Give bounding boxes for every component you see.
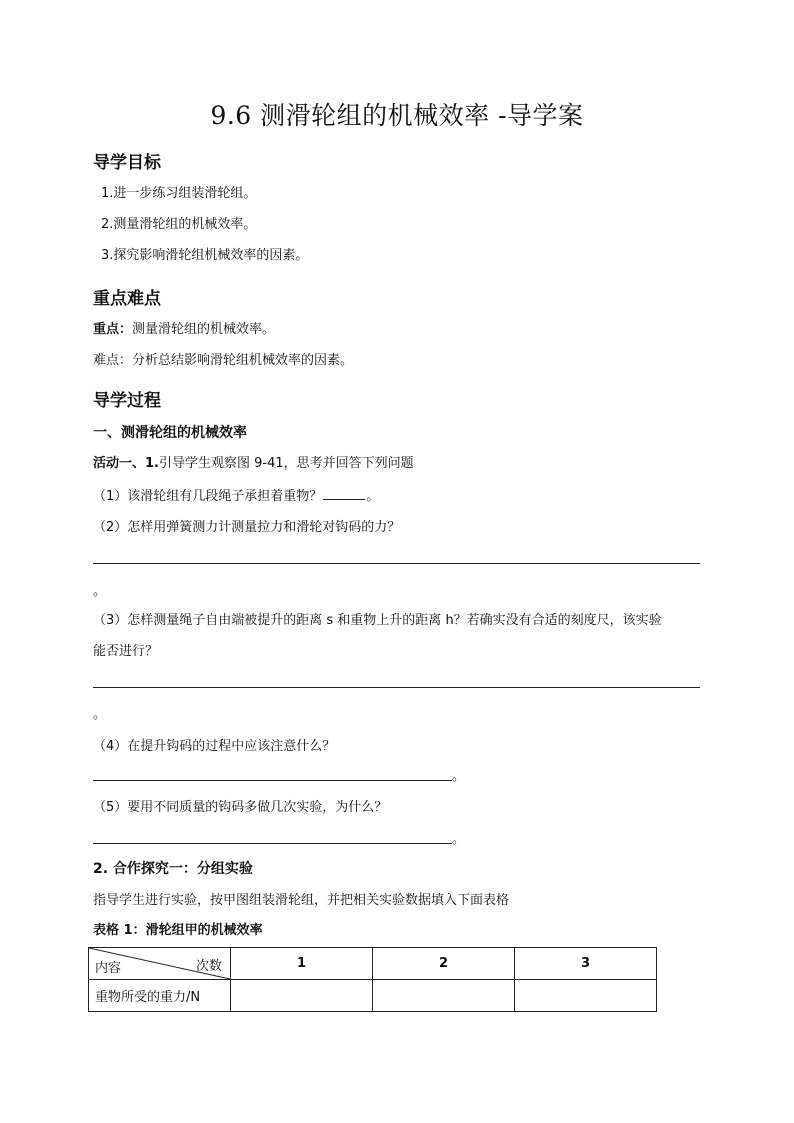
table-row: [89, 980, 657, 1012]
row-label: 重物所受的重力/N: [89, 980, 231, 1012]
table-cell[interactable]: [373, 980, 515, 1012]
goal-item-3: 3.探究影响滑轮组机械效率的因素。: [101, 248, 309, 263]
answer-line-2[interactable]: [93, 563, 700, 564]
goals-heading: 导学目标: [93, 153, 161, 173]
goal-item-2: 2.测量滑轮组的机械效率。: [101, 217, 257, 232]
question-1-text: （1）该滑轮组有几段绳子承担着重物？: [93, 489, 323, 504]
answer-line-2-period: 。: [93, 584, 107, 599]
question-3-line2: 能否进行？: [93, 644, 159, 659]
goal-item-1: 1.进一步练习组装滑轮组。: [101, 186, 257, 201]
column-header-1: 1: [231, 948, 373, 980]
question-5: （5）要用不同质量的钩码多做几次实验，为什么？: [93, 800, 388, 815]
difficulty-line: 难点：分析总结影响滑轮组机械效率的因素。: [93, 353, 354, 368]
table-caption: 表格 1：滑轮组甲的机械效率: [93, 923, 263, 938]
focus-line: [93, 321, 275, 339]
table-header-row: [89, 948, 657, 980]
activity-text: 引导学生观察图 9-41，思考并回答下列问题: [158, 456, 414, 471]
page-title: 9.6 测滑轮组的机械效率 -导学案: [210, 101, 584, 130]
header-left-label: 内容: [95, 961, 122, 976]
activity-line: [93, 455, 414, 473]
focus-label: 重点：: [93, 322, 133, 337]
answer-line-5-period: 。: [452, 832, 466, 847]
answer-line-4-period: 。: [452, 769, 466, 784]
answer-line-3[interactable]: [93, 687, 700, 688]
answer-blank-1[interactable]: [323, 487, 365, 500]
focus-text: 测量滑轮组的机械效率。: [132, 322, 276, 337]
section-1-heading: 一、测滑轮组的机械效率: [93, 425, 247, 441]
column-header-3: 3: [515, 948, 657, 980]
table-header-corner: [89, 948, 231, 980]
answer-line-4[interactable]: [93, 780, 452, 781]
activity-label: 活动一、1.: [93, 456, 159, 471]
data-table: [88, 947, 657, 1012]
question-4: （4）在提升钩码的过程中应该注意什么？: [93, 739, 336, 754]
key-points-heading: 重点难点: [93, 289, 161, 309]
question-1: [93, 487, 379, 506]
question-1-end: 。: [366, 489, 380, 504]
question-3-line1: （3）怎样测量绳子自由端被提升的距离 s 和重物上升的距离 h？若确实没有合适的刻度尺，该实验: [93, 613, 662, 628]
table-cell[interactable]: [515, 980, 657, 1012]
coop-heading: 2. 合作探究一：分组实验: [93, 861, 253, 877]
answer-line-5[interactable]: [93, 843, 452, 844]
process-heading: 导学过程: [93, 391, 161, 411]
column-header-2: 2: [373, 948, 515, 980]
header-right-label: 次数: [195, 959, 222, 974]
coop-text: 指导学生进行实验，按甲图组装滑轮组，并把相关实验数据填入下面表格: [93, 893, 510, 908]
answer-line-3-period: 。: [93, 707, 107, 722]
table-cell[interactable]: [231, 980, 373, 1012]
question-2: （2）怎样用弹簧测力计测量拉力和滑轮对钩码的力？: [93, 520, 401, 535]
